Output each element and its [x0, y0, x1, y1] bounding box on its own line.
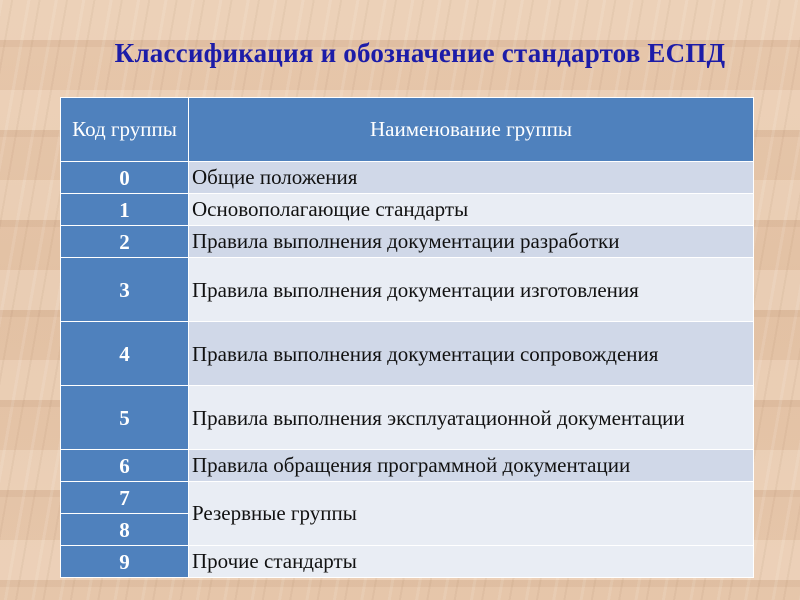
group-code-cell: 5 [61, 386, 189, 450]
esdp-groups-table-wrapper [60, 97, 753, 578]
table-row [61, 322, 754, 386]
group-code-cell: 8 [61, 514, 189, 546]
table-row [61, 258, 754, 322]
group-code-cell: 7 [61, 482, 189, 514]
table-row [61, 546, 754, 578]
group-name-cell-reserved: Резервные группы [189, 482, 754, 546]
group-name-cell: Правила выполнения эксплуатационной документации [189, 386, 754, 450]
group-name-cell: Прочие стандарты [189, 546, 754, 578]
table-row [61, 226, 754, 258]
column-header-code: Код группы [61, 98, 189, 162]
group-code-cell: 3 [61, 258, 189, 322]
table-row [61, 194, 754, 226]
slide-title: Классификация и обозначение стандартов ЕСПД [114, 38, 726, 68]
group-name-cell: Правила выполнения документации разработки [189, 226, 754, 258]
table-row [61, 386, 754, 450]
group-code-cell: 2 [61, 226, 189, 258]
table-row [61, 162, 754, 194]
group-code-cell: 0 [61, 162, 189, 194]
group-name-cell: Правила выполнения документации изготовления [189, 258, 754, 322]
group-name-cell: Основополагающие стандарты [189, 194, 754, 226]
group-name-cell: Правила выполнения документации сопровождения [189, 322, 754, 386]
group-code-cell: 4 [61, 322, 189, 386]
table-header-row [61, 98, 754, 162]
group-code-cell: 1 [61, 194, 189, 226]
group-name-cell: Правила обращения программной документации [189, 450, 754, 482]
group-code-cell: 6 [61, 450, 189, 482]
table-row [61, 450, 754, 482]
esdp-groups-table [60, 97, 754, 578]
group-name-cell: Общие положения [189, 162, 754, 194]
table-row [61, 482, 754, 514]
column-header-name: Наименование группы [189, 98, 754, 162]
group-code-cell: 9 [61, 546, 189, 578]
